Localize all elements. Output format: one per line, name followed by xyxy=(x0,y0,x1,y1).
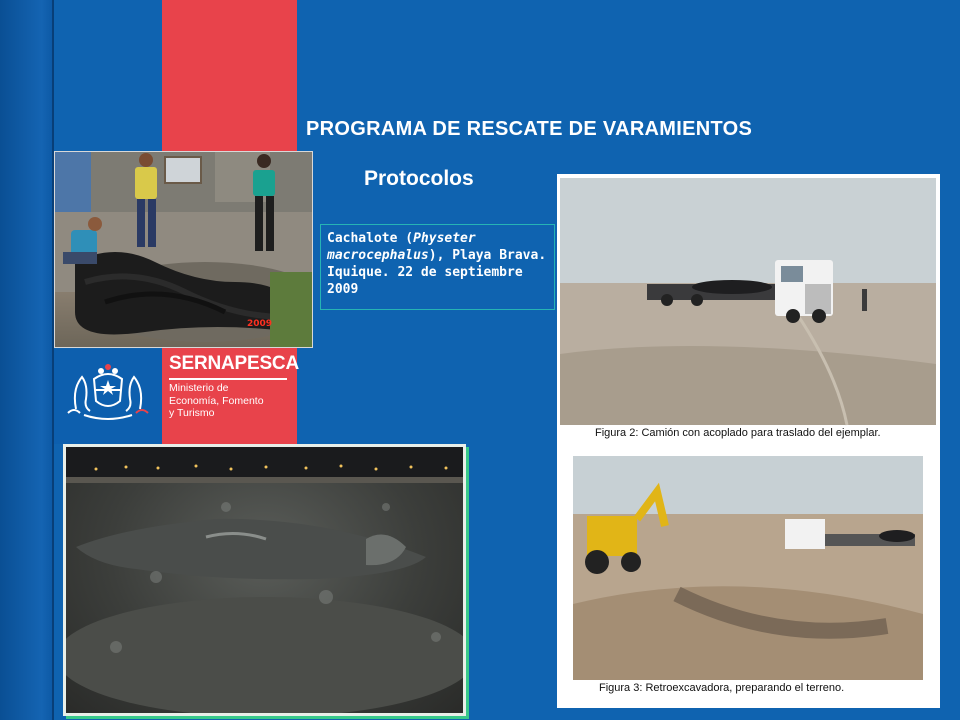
figure-3-caption: Figura 3: Retroexcavadora, preparando el terreno. xyxy=(599,682,845,694)
ministry-line-2: Economía, Fomento xyxy=(169,394,264,407)
chile-coat-of-arms-icon xyxy=(54,349,162,444)
ministry-line-1: Ministerio de xyxy=(169,382,229,394)
figure-2-caption: Figura 2: Camión con acoplado para traslado del ejemplar. xyxy=(595,427,881,439)
caption-species: Physeter macrocephalus xyxy=(327,231,476,263)
ministry-line-3: y Turismo xyxy=(169,407,215,419)
brand-name: SERNAPESCA xyxy=(169,353,299,374)
sernapesca-logo xyxy=(162,349,297,444)
ministry-name xyxy=(169,382,291,420)
photo-date-stamp: 2009 xyxy=(247,319,273,329)
caption-suffix: ), Playa Brava. Iquique. 22 de septiembre 2009 xyxy=(327,248,547,297)
page-subtitle: Protocolos xyxy=(364,167,474,190)
page-title: PROGRAMA DE RESCATE DE VARAMIENTOS xyxy=(306,118,753,140)
brand-divider xyxy=(169,378,287,380)
left-edge-band xyxy=(0,0,52,720)
caption-prefix: Cachalote ( xyxy=(327,231,414,246)
coat-of-arms-panel xyxy=(54,349,162,444)
photo-whale-night xyxy=(63,444,466,716)
photo-document-figures xyxy=(557,174,940,708)
photo-caption xyxy=(320,224,555,310)
photo-net-handling xyxy=(54,151,313,348)
